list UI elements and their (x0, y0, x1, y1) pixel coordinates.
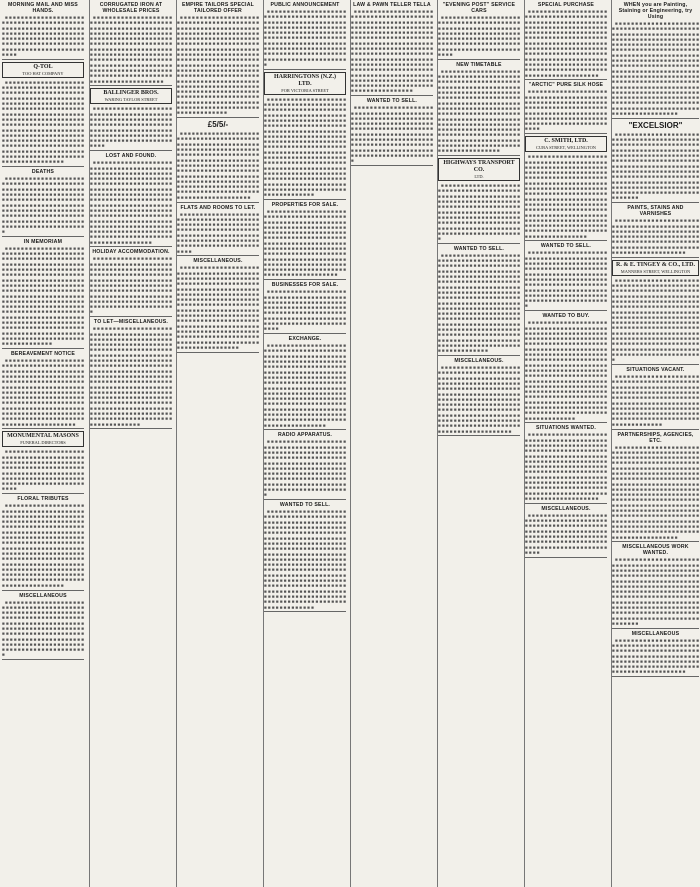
advertisement-subtitle: FUNERAL DIRECTORS (20, 440, 66, 446)
divider (2, 348, 84, 349)
section-heading: PARTNERSHIPS, AGENCIES, ETC. (617, 431, 694, 444)
display-advertisement (264, 72, 346, 95)
divider (177, 255, 259, 256)
classified-text-block: ■ ■ ■ ■ ■ ■ ■ ■ ■ ■ ■ ■ ■ ■ ■ ■ ■ ■ ■ ■ ■ ■ ■ ■ ■ ■ ■ ■ ■ ■ ■ ■ ■ ■ ■ ■ ■ ■ ■ ■ ■ ■ ■ ■ ■ ■ ■ ■ ■ ■ ■ ■ ■ ■ ■ ■ ■ ■ ■ ■ ■ ■ ■ ■ ■ ■ ■ ■ ■ ■ ■ ■ ■ ■ ■ ■ ■ ■ ■ ■ ■ ■ ■ ■ ■ ■ ■ ■ ■ ■ ■ ■ ■ ■ ■ ■ ■ ■ ■ ■ ■ ■ ■ ■ ■ ■ ■ ■ ■ ■ ■ ■ ■ ■ ■ ■ ■ ■ ■ ■ ■ ■ ■ ■ ■ ■ ■ ■ ■ ■ ■ ■ ■ ■ ■ ■ ■ ■ ■ ■ ■ ■ ■ ■ ■ ■ ■ ■ ■ ■ ■ ■ ■ ■ ■ ■ ■ ■ ■ ■ ■ ■ ■ ■ ■ ■ ■ ■ ■ ■ ■ ■ ■ ■ ■ ■ ■ ■ ■ ■ ■ ■ ■ ■ ■ ■ ■ ■ ■ ■ ■ ■ ■ ■ ■ ■ ■ ■ ■ ■ ■ ■ ■ ■ ■ ■ ■ ■ ■ ■ (264, 9, 346, 67)
section-heading: EXCHANGE. (288, 336, 322, 343)
classified-text-block: ■ ■ ■ ■ ■ ■ ■ ■ ■ ■ ■ ■ ■ ■ ■ ■ ■ ■ ■ ■ ■ ■ ■ ■ ■ ■ ■ ■ ■ ■ ■ ■ ■ ■ ■ ■ ■ ■ ■ ■ ■ ■ ■ ■ ■ ■ ■ ■ ■ ■ ■ ■ ■ ■ ■ ■ ■ ■ ■ ■ ■ ■ ■ ■ ■ ■ ■ ■ ■ ■ ■ ■ ■ ■ ■ ■ ■ ■ ■ ■ ■ ■ ■ ■ ■ ■ ■ ■ ■ ■ ■ ■ ■ ■ ■ ■ ■ ■ ■ ■ ■ ■ ■ ■ ■ ■ ■ ■ ■ ■ ■ ■ ■ ■ ■ ■ ■ ■ ■ ■ ■ ■ ■ ■ ■ ■ ■ ■ ■ ■ ■ ■ ■ ■ ■ ■ ■ ■ ■ ■ ■ ■ ■ ■ ■ ■ ■ ■ ■ ■ ■ ■ ■ ■ ■ ■ ■ ■ ■ ■ ■ ■ ■ ■ ■ ■ ■ ■ ■ ■ ■ ■ ■ ■ ■ ■ ■ ■ ■ ■ ■ ■ ■ ■ ■ ■ ■ ■ ■ ■ ■ ■ ■ ■ ■ ■ ■ ■ ■ ■ ■ ■ ■ ■ ■ ■ ■ ■ ■ ■ ■ ■ ■ ■ ■ ■ ■ ■ ■ ■ ■ ■ ■ ■ ■ ■ ■ ■ ■ ■ ■ ■ ■ ■ ■ ■ ■ ■ ■ ■ ■ ■ ■ ■ ■ ■ ■ ■ ■ ■ ■ ■ ■ ■ ■ ■ ■ ■ ■ ■ ■ ■ ■ ■ ■ ■ ■ ■ ■ ■ (525, 432, 607, 501)
classified-text-block: ■ ■ ■ ■ ■ ■ ■ ■ ■ ■ ■ ■ ■ ■ ■ ■ ■ ■ ■ ■ ■ ■ ■ ■ ■ ■ ■ ■ ■ ■ ■ ■ ■ ■ ■ ■ ■ ■ ■ ■ ■ ■ ■ ■ ■ ■ ■ ■ ■ ■ ■ ■ ■ ■ ■ ■ ■ ■ ■ ■ ■ ■ ■ ■ ■ ■ ■ ■ ■ ■ ■ ■ ■ ■ ■ ■ ■ ■ ■ ■ ■ ■ ■ ■ ■ ■ ■ ■ ■ ■ ■ ■ ■ ■ ■ ■ ■ ■ ■ ■ ■ ■ ■ ■ ■ ■ ■ ■ ■ ■ ■ ■ ■ ■ ■ ■ ■ ■ ■ ■ ■ ■ ■ ■ ■ ■ ■ ■ ■ ■ ■ ■ ■ ■ ■ ■ ■ ■ ■ ■ ■ ■ ■ ■ ■ ■ ■ ■ ■ ■ ■ ■ ■ ■ ■ ■ ■ ■ ■ ■ ■ ■ ■ ■ ■ ■ ■ ■ ■ ■ ■ ■ ■ ■ ■ ■ ■ ■ ■ ■ ■ ■ ■ ■ ■ ■ ■ ■ ■ ■ ■ ■ ■ ■ ■ ■ ■ ■ ■ ■ ■ ■ ■ ■ ■ ■ ■ ■ ■ ■ ■ ■ ■ ■ ■ ■ ■ ■ ■ ■ ■ ■ ■ ■ ■ ■ ■ ■ ■ ■ ■ ■ ■ ■ ■ ■ ■ ■ ■ ■ ■ ■ ■ ■ ■ ■ ■ ■ ■ ■ ■ ■ ■ ■ ■ ■ ■ ■ ■ ■ ■ ■ ■ ■ ■ ■ ■ ■ ■ ■ ■ ■ ■ ■ ■ ■ ■ ■ ■ ■ ■ ■ ■ ■ ■ ■ ■ ■ ■ ■ ■ ■ ■ ■ ■ ■ ■ ■ ■ ■ ■ ■ ■ ■ ■ ■ ■ ■ ■ ■ ■ ■ ■ ■ ■ ■ ■ ■ ■ ■ ■ ■ ■ ■ ■ ■ ■ ■ ■ ■ ■ ■ ■ ■ ■ ■ ■ ■ ■ ■ ■ ■ ■ ■ ■ ■ ■ ■ ■ ■ ■ ■ ■ ■ ■ ■ ■ ■ ■ ■ ■ ■ ■ ■ ■ ■ ■ ■ ■ ■ ■ ■ ■ ■ ■ ■ ■ ■ ■ ■ ■ ■ ■ ■ ■ ■ ■ ■ ■ ■ (612, 444, 699, 540)
advertisement-subtitle: WARING TAYLOR STREET (104, 97, 158, 103)
section-heading: LOST AND FOUND. (105, 153, 157, 160)
section-heading: MISCELLANEOUS. (193, 258, 243, 265)
classified-text-block: ■ ■ ■ ■ ■ ■ ■ ■ ■ ■ ■ ■ ■ ■ ■ ■ ■ ■ ■ ■ ■ ■ ■ ■ ■ ■ ■ ■ ■ ■ ■ ■ ■ ■ ■ ■ ■ ■ ■ ■ ■ ■ ■ ■ ■ ■ ■ ■ ■ ■ ■ ■ ■ ■ ■ ■ ■ ■ ■ ■ ■ ■ ■ ■ ■ ■ ■ ■ ■ ■ ■ ■ ■ ■ ■ ■ ■ ■ ■ ■ ■ ■ ■ ■ ■ ■ ■ ■ ■ ■ ■ ■ ■ ■ ■ ■ ■ ■ ■ ■ ■ ■ ■ ■ ■ ■ ■ ■ ■ ■ ■ ■ ■ ■ ■ ■ ■ ■ ■ ■ ■ ■ ■ ■ ■ ■ ■ ■ ■ ■ ■ ■ ■ ■ ■ ■ ■ ■ ■ ■ ■ ■ ■ ■ ■ ■ ■ ■ ■ ■ (525, 512, 607, 555)
divider (438, 59, 520, 60)
advertisement-title: HARRINGTONS (N.Z.) LTD. (273, 73, 337, 87)
display-advertisement (2, 431, 84, 447)
advertisement-subtitle: LTD. (474, 174, 484, 180)
section-heading: NEW TIMETABLE (456, 61, 502, 68)
divider (264, 611, 346, 612)
divider (612, 429, 699, 430)
advertisement-title: C. SMITH, LTD. (544, 138, 588, 145)
section-heading: "ARCTIC" PURE SILK HOSE (528, 82, 604, 89)
divider (525, 79, 607, 80)
advertisement-title: MONUMENTAL MASONS (7, 433, 79, 440)
divider (612, 257, 699, 258)
divider (438, 435, 520, 436)
classified-text-block: ■ ■ ■ ■ ■ ■ ■ ■ ■ ■ ■ ■ ■ ■ ■ ■ ■ ■ ■ ■ ■ ■ ■ ■ ■ ■ ■ ■ ■ ■ ■ ■ ■ ■ ■ ■ ■ ■ ■ ■ ■ ■ ■ ■ ■ ■ ■ ■ ■ ■ ■ ■ ■ ■ ■ ■ ■ ■ ■ ■ ■ ■ ■ ■ ■ ■ ■ ■ ■ ■ ■ ■ ■ ■ ■ ■ ■ ■ ■ ■ ■ ■ ■ ■ ■ ■ ■ ■ ■ ■ ■ ■ ■ ■ ■ ■ ■ ■ ■ ■ ■ ■ ■ ■ ■ ■ ■ ■ ■ ■ ■ ■ ■ ■ ■ ■ ■ ■ ■ ■ ■ ■ ■ ■ ■ ■ ■ ■ ■ ■ ■ ■ ■ ■ ■ ■ ■ ■ ■ ■ ■ ■ ■ ■ ■ ■ ■ ■ ■ ■ ■ ■ ■ ■ ■ ■ ■ ■ ■ ■ ■ ■ ■ ■ ■ ■ ■ ■ ■ ■ ■ ■ ■ ■ ■ ■ ■ ■ ■ ■ ■ ■ ■ ■ ■ ■ ■ ■ ■ ■ ■ ■ ■ ■ ■ ■ ■ ■ ■ ■ ■ ■ ■ ■ ■ ■ ■ ■ ■ ■ ■ ■ ■ ■ ■ ■ ■ ■ ■ ■ ■ ■ ■ ■ ■ ■ ■ ■ ■ ■ ■ ■ ■ ■ ■ ■ ■ ■ ■ ■ ■ ■ ■ ■ ■ ■ ■ ■ ■ ■ ■ ■ ■ ■ ■ ■ ■ ■ ■ ■ ■ ■ ■ ■ ■ ■ ■ ■ ■ ■ (177, 131, 259, 200)
advertisement-subtitle: MANNERS STREET, WELLINGTON (620, 268, 691, 274)
divider (90, 316, 172, 317)
section-heading: MISCELLANEOUS (631, 630, 680, 637)
section-heading: MORNING MAIL AND MISS HANDS. (8, 2, 78, 14)
section-heading: PAINTS, STAINS AND VARNISHES (627, 205, 684, 218)
advertisement-subtitle: TOO HAT COMPANY (22, 70, 64, 76)
classified-text-block: ■ ■ ■ ■ ■ ■ ■ ■ ■ ■ ■ ■ ■ ■ ■ ■ ■ ■ ■ ■ ■ ■ ■ ■ ■ ■ ■ ■ ■ ■ ■ ■ ■ ■ ■ ■ ■ ■ ■ ■ ■ ■ ■ ■ ■ ■ ■ ■ ■ ■ ■ ■ ■ ■ ■ ■ ■ ■ ■ ■ ■ ■ ■ ■ ■ ■ ■ ■ ■ ■ ■ ■ ■ ■ ■ ■ ■ ■ ■ ■ ■ ■ ■ ■ ■ ■ ■ ■ ■ ■ ■ ■ ■ ■ ■ ■ ■ ■ ■ ■ ■ ■ ■ ■ ■ ■ ■ ■ ■ ■ ■ ■ ■ ■ ■ ■ ■ ■ ■ ■ ■ ■ ■ ■ ■ ■ ■ ■ ■ ■ ■ ■ ■ ■ ■ ■ ■ ■ ■ ■ ■ ■ ■ ■ ■ ■ ■ ■ ■ ■ ■ ■ ■ ■ ■ ■ ■ ■ ■ ■ ■ ■ ■ ■ ■ ■ ■ ■ ■ ■ ■ ■ ■ ■ ■ ■ ■ ■ ■ ■ ■ ■ ■ ■ ■ ■ ■ ■ ■ ■ ■ ■ ■ ■ ■ ■ ■ ■ ■ ■ ■ ■ ■ ■ ■ ■ ■ ■ ■ ■ ■ ■ ■ ■ ■ ■ ■ ■ ■ ■ ■ ■ ■ ■ ■ ■ ■ ■ ■ ■ ■ ■ ■ ■ ■ ■ ■ ■ ■ ■ ■ ■ ■ ■ ■ ■ ■ ■ ■ ■ ■ ■ ■ ■ ■ ■ ■ ■ ■ ■ ■ ■ ■ ■ ■ ■ ■ ■ ■ ■ ■ ■ ■ ■ ■ ■ ■ ■ ■ ■ ■ ■ ■ ■ ■ ■ ■ ■ ■ ■ ■ ■ ■ ■ ■ ■ ■ ■ ■ ■ ■ ■ ■ ■ ■ ■ ■ ■ ■ ■ ■ ■ ■ ■ ■ ■ ■ ■ ■ ■ ■ ■ ■ ■ ■ ■ ■ ■ ■ ■ (2, 503, 84, 588)
divider (177, 202, 259, 203)
display-heading: £5/5/- (207, 120, 229, 130)
divider (612, 541, 699, 542)
classified-text-block: ■ ■ ■ ■ ■ ■ ■ ■ ■ ■ ■ ■ ■ ■ ■ ■ ■ ■ ■ ■ ■ ■ ■ ■ ■ ■ ■ ■ ■ ■ ■ ■ ■ ■ ■ ■ ■ ■ ■ ■ ■ ■ ■ ■ ■ ■ ■ ■ ■ ■ ■ ■ ■ ■ ■ ■ ■ ■ ■ ■ ■ ■ ■ ■ ■ ■ ■ ■ ■ ■ ■ ■ ■ ■ ■ ■ ■ ■ ■ ■ ■ ■ ■ ■ ■ ■ ■ ■ ■ ■ ■ ■ ■ ■ ■ ■ ■ ■ ■ ■ ■ ■ ■ ■ ■ ■ ■ ■ ■ ■ ■ ■ ■ ■ ■ ■ ■ ■ ■ ■ ■ ■ ■ ■ ■ ■ ■ ■ ■ ■ ■ ■ ■ ■ ■ ■ ■ ■ ■ ■ ■ ■ ■ ■ ■ ■ ■ ■ ■ ■ ■ ■ ■ ■ ■ ■ ■ ■ ■ ■ ■ ■ ■ ■ ■ ■ ■ ■ ■ ■ ■ ■ ■ ■ ■ ■ ■ ■ ■ ■ ■ ■ ■ ■ ■ ■ ■ ■ ■ ■ ■ ■ ■ ■ ■ ■ ■ ■ ■ ■ ■ ■ ■ ■ ■ ■ ■ ■ ■ ■ ■ ■ ■ ■ ■ ■ ■ ■ ■ ■ ■ ■ ■ ■ ■ ■ ■ ■ ■ ■ ■ ■ ■ ■ ■ ■ ■ ■ ■ ■ ■ ■ ■ ■ ■ ■ ■ ■ ■ ■ ■ ■ ■ ■ ■ ■ ■ ■ ■ ■ ■ ■ ■ ■ ■ ■ ■ ■ ■ ■ ■ ■ ■ ■ ■ ■ ■ ■ ■ ■ ■ ■ ■ ■ ■ ■ ■ ■ ■ ■ ■ ■ ■ ■ ■ ■ ■ ■ ■ ■ ■ ■ ■ ■ ■ ■ ■ ■ ■ ■ ■ ■ ■ ■ ■ ■ ■ ■ ■ ■ ■ ■ ■ ■ ■ ■ ■ ■ ■ ■ ■ ■ ■ ■ ■ ■ ■ ■ ■ ■ ■ ■ ■ ■ ■ ■ ■ ■ ■ ■ ■ ■ ■ ■ ■ ■ ■ ■ ■ ■ ■ ■ ■ ■ ■ ■ ■ ■ ■ ■ ■ ■ ■ ■ ■ ■ ■ ■ ■ ■ ■ ■ ■ ■ ■ ■ ■ ■ ■ ■ (438, 252, 520, 354)
divider (264, 69, 346, 70)
divider (525, 133, 607, 134)
column-8 (611, 0, 699, 887)
advertisement-title: Q-TOL (33, 63, 53, 70)
classified-text-block: ■ ■ ■ ■ ■ ■ ■ ■ ■ ■ ■ ■ ■ ■ ■ ■ ■ ■ ■ ■ ■ ■ ■ ■ ■ ■ ■ ■ ■ ■ ■ ■ ■ ■ ■ ■ ■ ■ ■ ■ ■ ■ ■ ■ ■ ■ ■ ■ ■ ■ ■ ■ ■ ■ ■ ■ ■ ■ ■ ■ ■ ■ ■ ■ ■ ■ ■ ■ ■ ■ ■ ■ ■ ■ ■ ■ ■ ■ ■ ■ ■ ■ ■ ■ ■ ■ ■ ■ ■ ■ ■ ■ ■ ■ ■ ■ ■ ■ ■ ■ ■ ■ ■ ■ ■ ■ ■ ■ ■ ■ ■ ■ ■ ■ ■ ■ ■ ■ ■ ■ ■ ■ ■ ■ ■ ■ ■ ■ ■ ■ ■ ■ ■ ■ ■ ■ ■ ■ ■ ■ ■ ■ ■ ■ ■ ■ ■ ■ ■ ■ ■ ■ ■ ■ ■ ■ ■ ■ ■ ■ ■ ■ ■ ■ ■ ■ ■ ■ ■ ■ ■ ■ ■ ■ ■ ■ ■ ■ ■ ■ ■ ■ ■ ■ ■ ■ ■ ■ ■ ■ ■ ■ ■ ■ ■ ■ ■ ■ ■ ■ ■ ■ ■ ■ ■ ■ ■ ■ ■ ■ ■ ■ ■ ■ ■ ■ ■ ■ ■ ■ ■ ■ ■ ■ ■ ■ ■ ■ ■ ■ ■ ■ ■ ■ ■ ■ ■ ■ ■ ■ ■ ■ ■ ■ ■ ■ ■ ■ ■ ■ ■ ■ ■ ■ ■ ■ ■ ■ ■ ■ ■ ■ ■ ■ ■ ■ ■ ■ ■ ■ ■ ■ ■ ■ ■ ■ ■ ■ ■ ■ ■ ■ ■ ■ ■ ■ ■ ■ ■ ■ ■ ■ ■ ■ ■ ■ ■ ■ ■ ■ ■ ■ ■ ■ ■ ■ ■ ■ ■ ■ ■ ■ ■ ■ ■ ■ ■ ■ ■ ■ ■ ■ ■ ■ ■ ■ ■ ■ ■ ■ ■ ■ ■ ■ ■ ■ ■ ■ ■ ■ ■ ■ ■ ■ ■ ■ ■ ■ ■ ■ ■ ■ ■ ■ ■ ■ ■ ■ ■ ■ ■ ■ ■ ■ ■ ■ ■ ■ ■ ■ ■ ■ ■ ■ ■ ■ ■ ■ ■ ■ ■ ■ ■ ■ ■ ■ ■ ■ ■ ■ (2, 245, 84, 347)
divider (438, 355, 520, 356)
classified-text-block: ■ ■ ■ ■ ■ ■ ■ ■ ■ ■ ■ ■ ■ ■ ■ ■ ■ ■ ■ ■ ■ ■ ■ ■ ■ ■ ■ ■ ■ ■ ■ ■ ■ ■ ■ ■ ■ ■ ■ ■ ■ ■ ■ ■ ■ ■ ■ ■ ■ ■ ■ ■ ■ ■ ■ ■ ■ ■ ■ ■ ■ ■ ■ ■ ■ ■ ■ ■ ■ ■ ■ ■ ■ ■ ■ ■ ■ ■ ■ ■ ■ ■ ■ ■ ■ ■ ■ ■ ■ ■ ■ ■ ■ ■ ■ ■ ■ ■ ■ ■ ■ ■ ■ ■ ■ ■ ■ ■ ■ ■ ■ ■ ■ ■ ■ ■ ■ ■ ■ ■ ■ ■ ■ ■ ■ ■ ■ ■ ■ ■ ■ ■ ■ ■ ■ ■ ■ ■ ■ ■ ■ ■ ■ ■ ■ ■ ■ ■ ■ ■ ■ ■ ■ ■ ■ ■ ■ ■ ■ ■ ■ ■ ■ ■ ■ ■ ■ ■ ■ ■ ■ ■ ■ ■ ■ ■ ■ ■ ■ ■ ■ ■ ■ ■ ■ ■ ■ ■ ■ ■ ■ ■ ■ ■ ■ ■ ■ ■ ■ ■ ■ ■ ■ ■ ■ ■ ■ ■ ■ ■ (612, 374, 699, 427)
divider (177, 352, 259, 353)
section-heading: WHEN you are Painting, Staining or Engineering, try Using (618, 2, 693, 20)
advertisement-title: HIGHWAYS TRANSPORT CO. (443, 160, 515, 174)
classified-text-block: ■ ■ ■ ■ ■ ■ ■ ■ ■ ■ ■ ■ ■ ■ ■ ■ ■ ■ ■ ■ ■ ■ ■ ■ ■ ■ ■ ■ ■ ■ ■ ■ ■ ■ ■ ■ ■ ■ ■ ■ ■ ■ ■ ■ ■ ■ ■ ■ ■ ■ ■ ■ ■ ■ ■ ■ ■ ■ ■ ■ ■ ■ ■ ■ ■ ■ ■ ■ ■ ■ ■ ■ ■ ■ ■ ■ ■ ■ ■ ■ ■ ■ ■ ■ ■ ■ ■ ■ ■ ■ ■ ■ ■ ■ ■ ■ ■ ■ ■ ■ ■ ■ ■ ■ ■ ■ ■ ■ ■ ■ ■ ■ ■ ■ ■ ■ ■ ■ ■ ■ ■ ■ ■ ■ ■ ■ ■ ■ ■ ■ ■ ■ ■ ■ ■ ■ ■ ■ ■ ■ ■ ■ ■ ■ ■ ■ ■ ■ ■ ■ ■ ■ ■ ■ ■ ■ ■ ■ ■ ■ ■ ■ ■ ■ ■ ■ ■ ■ ■ ■ ■ ■ ■ ■ ■ ■ ■ ■ ■ ■ ■ ■ ■ ■ ■ ■ ■ ■ ■ ■ ■ ■ ■ ■ ■ ■ ■ ■ ■ ■ ■ ■ ■ ■ ■ ■ ■ ■ ■ ■ ■ ■ ■ ■ ■ ■ ■ ■ ■ ■ ■ ■ ■ ■ ■ ■ ■ ■ ■ ■ ■ ■ ■ ■ ■ ■ ■ ■ ■ ■ ■ ■ ■ ■ ■ ■ ■ ■ ■ ■ ■ ■ ■ ■ ■ ■ ■ ■ ■ ■ ■ ■ ■ ■ ■ ■ ■ ■ ■ ■ ■ ■ ■ ■ ■ ■ ■ ■ ■ ■ ■ ■ ■ ■ ■ ■ ■ ■ ■ ■ ■ ■ ■ ■ ■ ■ ■ ■ ■ ■ ■ ■ ■ ■ ■ ■ ■ ■ ■ ■ ■ ■ ■ ■ ■ ■ ■ ■ ■ ■ ■ ■ ■ ■ ■ ■ ■ ■ ■ ■ (90, 160, 172, 245)
section-heading: PROPERTIES FOR SALE. (271, 201, 339, 208)
divider (525, 422, 607, 423)
section-heading: WANTED TO BUY. (542, 313, 590, 320)
classified-text-block: ■ ■ ■ ■ ■ ■ ■ ■ ■ ■ ■ ■ ■ ■ ■ ■ ■ ■ ■ ■ ■ ■ ■ ■ ■ ■ ■ ■ ■ ■ ■ ■ ■ ■ ■ ■ ■ ■ ■ ■ ■ ■ ■ ■ ■ ■ ■ ■ ■ ■ ■ ■ ■ ■ ■ ■ ■ ■ ■ ■ ■ ■ ■ ■ ■ ■ ■ ■ ■ ■ ■ ■ ■ ■ ■ ■ ■ ■ ■ ■ ■ ■ ■ ■ ■ ■ ■ ■ ■ ■ ■ ■ ■ ■ ■ ■ ■ ■ ■ ■ ■ ■ ■ ■ ■ ■ ■ ■ ■ ■ ■ ■ ■ ■ ■ ■ ■ ■ ■ ■ ■ ■ ■ ■ ■ ■ ■ ■ ■ ■ ■ ■ ■ ■ ■ ■ ■ ■ ■ ■ ■ ■ ■ ■ ■ ■ ■ ■ ■ ■ ■ ■ ■ ■ ■ ■ ■ ■ ■ ■ ■ ■ ■ ■ ■ ■ ■ ■ ■ ■ ■ ■ ■ ■ ■ ■ ■ ■ ■ ■ ■ ■ ■ ■ ■ ■ ■ ■ ■ ■ ■ ■ ■ ■ ■ ■ ■ ■ ■ ■ ■ ■ ■ ■ ■ ■ ■ ■ ■ ■ ■ ■ ■ ■ ■ ■ ■ ■ ■ ■ ■ ■ ■ ■ ■ ■ ■ ■ ■ ■ ■ ■ ■ ■ ■ ■ ■ ■ ■ ■ ■ ■ ■ ■ ■ ■ ■ ■ ■ ■ ■ ■ ■ ■ ■ ■ ■ ■ ■ ■ ■ ■ ■ ■ ■ ■ ■ ■ ■ ■ ■ ■ ■ ■ ■ ■ ■ ■ ■ ■ ■ ■ ■ ■ ■ ■ ■ ■ ■ ■ ■ ■ ■ ■ ■ ■ ■ ■ ■ ■ ■ ■ ■ ■ ■ ■ ■ ■ ■ ■ ■ ■ ■ ■ ■ ■ ■ ■ ■ ■ ■ ■ ■ ■ ■ ■ ■ ■ ■ ■ ■ ■ ■ ■ ■ ■ ■ ■ ■ ■ ■ ■ ■ ■ ■ ■ ■ ■ ■ ■ ■ ■ ■ ■ ■ ■ ■ ■ ■ ■ ■ ■ ■ ■ ■ ■ ■ ■ ■ ■ ■ ■ ■ ■ ■ ■ ■ ■ ■ ■ ■ ■ ■ ■ ■ ■ ■ ■ ■ ■ (264, 96, 346, 198)
display-advertisement (525, 136, 607, 152)
advertisement-title: BALLINGER BROS. (103, 90, 159, 97)
classified-text-block: ■ ■ ■ ■ ■ ■ ■ ■ ■ ■ ■ ■ ■ ■ ■ ■ ■ ■ ■ ■ ■ ■ ■ ■ ■ ■ ■ ■ ■ ■ ■ ■ ■ ■ ■ ■ ■ ■ ■ ■ ■ ■ ■ ■ ■ ■ ■ ■ ■ ■ ■ ■ ■ ■ ■ ■ ■ ■ ■ ■ ■ ■ ■ ■ ■ ■ ■ ■ ■ ■ ■ ■ ■ ■ ■ ■ ■ ■ ■ ■ ■ ■ ■ ■ ■ ■ ■ ■ ■ ■ ■ ■ ■ ■ ■ ■ ■ ■ ■ ■ ■ ■ ■ ■ ■ ■ ■ ■ ■ ■ ■ ■ ■ ■ ■ ■ ■ ■ ■ ■ ■ ■ ■ ■ ■ ■ ■ ■ ■ ■ ■ ■ ■ ■ ■ ■ ■ ■ ■ ■ ■ ■ ■ ■ ■ ■ ■ ■ ■ ■ (177, 211, 259, 254)
section-heading: MISCELLANEOUS. (454, 358, 504, 365)
divider (264, 333, 346, 334)
classified-text-block: ■ ■ ■ ■ ■ ■ ■ ■ ■ ■ ■ ■ ■ ■ ■ ■ ■ ■ ■ ■ ■ ■ ■ ■ ■ ■ ■ ■ ■ ■ ■ ■ ■ ■ ■ ■ ■ ■ ■ ■ ■ ■ ■ ■ ■ ■ ■ ■ ■ ■ ■ ■ ■ ■ ■ ■ ■ ■ ■ ■ ■ ■ ■ ■ ■ ■ ■ ■ ■ ■ ■ ■ ■ ■ ■ ■ ■ ■ ■ ■ ■ ■ ■ ■ ■ ■ ■ ■ ■ ■ ■ ■ ■ ■ ■ ■ ■ ■ ■ ■ ■ ■ ■ ■ ■ ■ ■ ■ ■ ■ ■ ■ ■ ■ ■ ■ ■ ■ ■ ■ ■ ■ ■ ■ ■ ■ ■ ■ ■ ■ ■ ■ ■ ■ ■ ■ ■ ■ ■ ■ ■ ■ ■ ■ ■ ■ ■ ■ ■ ■ (2, 449, 84, 492)
divider (438, 155, 520, 156)
display-heading: "EXCELSIOR" (628, 120, 683, 130)
classified-text-block: ■ ■ ■ ■ ■ ■ ■ ■ ■ ■ ■ ■ ■ ■ ■ ■ ■ ■ ■ ■ ■ ■ ■ ■ ■ ■ ■ ■ ■ ■ ■ ■ ■ ■ ■ ■ ■ ■ ■ ■ ■ ■ ■ ■ ■ ■ ■ ■ ■ ■ ■ ■ ■ ■ ■ ■ ■ ■ ■ ■ ■ ■ ■ ■ ■ ■ ■ ■ ■ ■ ■ ■ ■ ■ ■ ■ ■ ■ ■ ■ ■ ■ ■ ■ ■ ■ ■ ■ ■ ■ ■ ■ ■ ■ ■ ■ ■ ■ ■ ■ ■ ■ ■ ■ ■ ■ ■ ■ ■ ■ ■ ■ ■ ■ ■ ■ ■ ■ ■ ■ ■ ■ ■ ■ ■ ■ ■ ■ ■ ■ ■ ■ ■ ■ ■ ■ ■ ■ ■ ■ ■ ■ ■ ■ ■ ■ ■ ■ ■ ■ ■ ■ ■ ■ ■ ■ ■ ■ ■ ■ ■ ■ ■ ■ ■ ■ ■ ■ ■ ■ ■ ■ ■ ■ ■ ■ ■ ■ ■ ■ ■ ■ ■ ■ ■ ■ ■ ■ ■ ■ ■ ■ ■ ■ ■ ■ ■ ■ ■ ■ ■ ■ ■ ■ ■ ■ ■ ■ ■ ■ ■ ■ ■ ■ ■ ■ ■ ■ ■ ■ ■ ■ ■ ■ ■ ■ ■ ■ ■ ■ ■ ■ ■ ■ ■ ■ ■ ■ ■ ■ ■ ■ ■ ■ ■ ■ ■ ■ ■ ■ ■ ■ ■ ■ ■ ■ ■ ■ ■ ■ ■ ■ ■ ■ ■ ■ ■ ■ ■ ■ ■ ■ ■ ■ ■ ■ ■ ■ ■ ■ ■ ■ ■ ■ ■ ■ ■ ■ ■ ■ ■ ■ ■ ■ ■ ■ ■ ■ ■ ■ ■ ■ ■ ■ ■ ■ ■ ■ ■ ■ ■ ■ ■ ■ ■ ■ ■ ■ ■ ■ ■ ■ ■ ■ ■ ■ ■ ■ ■ ■ (438, 68, 520, 154)
divider (177, 117, 259, 118)
column-1 (2, 0, 84, 887)
classified-text-block: ■ ■ ■ ■ ■ ■ ■ ■ ■ ■ ■ ■ ■ ■ ■ ■ ■ ■ ■ ■ ■ ■ ■ ■ ■ ■ ■ ■ ■ ■ ■ ■ ■ ■ ■ ■ ■ ■ ■ ■ ■ ■ ■ ■ ■ ■ ■ ■ ■ ■ ■ ■ ■ ■ ■ ■ ■ ■ ■ ■ ■ ■ ■ ■ ■ ■ ■ ■ ■ ■ ■ ■ ■ ■ ■ ■ ■ ■ ■ ■ ■ ■ ■ ■ ■ ■ ■ ■ ■ ■ ■ ■ ■ ■ ■ ■ ■ ■ ■ ■ ■ ■ ■ ■ ■ ■ ■ ■ ■ ■ ■ ■ ■ ■ ■ ■ ■ ■ ■ ■ ■ ■ ■ ■ ■ ■ ■ ■ ■ ■ ■ ■ ■ ■ ■ ■ ■ ■ ■ ■ ■ ■ ■ ■ ■ ■ ■ ■ ■ ■ ■ ■ ■ ■ ■ ■ ■ ■ ■ ■ ■ ■ ■ ■ ■ ■ ■ ■ ■ ■ ■ ■ ■ ■ ■ ■ ■ ■ ■ ■ ■ ■ ■ ■ ■ ■ ■ ■ ■ ■ ■ ■ ■ ■ ■ ■ ■ ■ ■ ■ ■ ■ ■ ■ ■ ■ ■ ■ ■ ■ (525, 250, 607, 309)
section-heading: "EVENING POST" SERVICE CARS (442, 2, 516, 14)
section-heading: BEREAVEMENT NOTICE (10, 351, 76, 358)
section-heading: DEATHS (31, 169, 55, 176)
section-heading: IN MEMORIAM (23, 238, 63, 245)
column-3 (176, 0, 259, 887)
section-heading: TO LET—MISCELLANEOUS. (93, 319, 169, 326)
section-heading: WANTED TO SELL. (366, 98, 418, 105)
section-heading: MISCELLANEOUS WORK WANTED. (622, 544, 689, 557)
column-2 (89, 0, 172, 887)
divider (2, 59, 84, 60)
classified-text-block: ■ ■ ■ ■ ■ ■ ■ ■ ■ ■ ■ ■ ■ ■ ■ ■ ■ ■ ■ ■ ■ ■ ■ ■ ■ ■ ■ ■ ■ ■ ■ ■ ■ ■ ■ ■ ■ ■ ■ ■ ■ ■ ■ ■ ■ ■ ■ ■ ■ ■ ■ ■ ■ ■ ■ ■ ■ ■ ■ ■ ■ ■ ■ ■ ■ ■ ■ ■ ■ ■ ■ ■ ■ ■ ■ ■ ■ ■ ■ ■ ■ ■ ■ ■ ■ ■ ■ ■ ■ ■ ■ ■ ■ ■ ■ ■ ■ ■ ■ ■ ■ ■ ■ ■ ■ ■ ■ ■ ■ ■ ■ ■ ■ ■ ■ ■ ■ ■ ■ ■ ■ ■ ■ ■ ■ ■ ■ ■ ■ ■ ■ ■ ■ ■ ■ ■ ■ ■ ■ ■ ■ ■ ■ ■ ■ ■ ■ ■ ■ ■ ■ ■ ■ ■ ■ ■ ■ ■ ■ ■ ■ ■ ■ ■ ■ ■ ■ ■ ■ ■ ■ ■ ■ ■ ■ ■ ■ ■ ■ ■ ■ ■ ■ ■ ■ ■ ■ ■ ■ ■ ■ ■ ■ ■ ■ ■ ■ ■ ■ ■ ■ ■ ■ ■ ■ ■ ■ ■ ■ ■ ■ ■ ■ ■ ■ ■ ■ ■ ■ ■ ■ ■ ■ ■ ■ ■ ■ ■ ■ ■ ■ ■ ■ ■ ■ ■ ■ ■ ■ ■ ■ ■ ■ ■ ■ ■ ■ ■ ■ ■ ■ ■ ■ ■ ■ ■ ■ ■ ■ ■ ■ ■ ■ ■ ■ ■ ■ ■ ■ ■ ■ ■ ■ ■ ■ ■ ■ ■ ■ ■ ■ ■ ■ ■ ■ ■ ■ ■ ■ ■ ■ ■ ■ ■ ■ ■ ■ ■ ■ ■ ■ ■ ■ ■ ■ ■ ■ ■ ■ ■ ■ ■ ■ ■ ■ ■ ■ ■ ■ ■ ■ ■ ■ ■ ■ ■ ■ ■ ■ ■ (264, 343, 346, 428)
divider (90, 150, 172, 151)
divider (90, 428, 172, 429)
classified-text-block: ■ ■ ■ ■ ■ ■ ■ ■ ■ ■ ■ ■ ■ ■ ■ ■ ■ ■ ■ ■ ■ ■ ■ ■ ■ ■ ■ ■ ■ ■ ■ ■ ■ ■ ■ ■ ■ ■ ■ ■ ■ ■ ■ ■ ■ ■ ■ ■ ■ ■ ■ ■ ■ ■ ■ ■ ■ ■ ■ ■ ■ ■ ■ ■ ■ ■ ■ ■ ■ ■ ■ ■ ■ ■ ■ ■ ■ ■ ■ ■ ■ ■ ■ ■ ■ ■ ■ ■ ■ ■ ■ ■ ■ ■ ■ ■ ■ ■ ■ ■ ■ ■ ■ ■ ■ ■ ■ ■ ■ ■ ■ ■ ■ ■ ■ ■ ■ ■ ■ ■ ■ ■ ■ ■ ■ ■ ■ ■ ■ ■ ■ ■ ■ ■ ■ ■ ■ ■ ■ ■ ■ ■ ■ ■ ■ ■ ■ ■ ■ ■ ■ ■ ■ ■ ■ ■ ■ ■ ■ ■ ■ ■ ■ ■ ■ ■ ■ ■ ■ ■ ■ ■ ■ ■ ■ ■ ■ ■ ■ ■ ■ ■ ■ ■ ■ ■ ■ ■ ■ ■ ■ ■ ■ ■ ■ ■ ■ ■ ■ ■ ■ ■ ■ ■ ■ ■ ■ ■ ■ ■ ■ ■ ■ ■ ■ ■ ■ ■ ■ ■ ■ ■ ■ ■ ■ ■ ■ ■ ■ ■ ■ ■ ■ ■ ■ ■ ■ ■ ■ ■ ■ ■ ■ ■ ■ ■ ■ ■ ■ ■ ■ ■ ■ ■ ■ ■ ■ ■ ■ ■ ■ ■ ■ ■ ■ ■ ■ ■ ■ ■ ■ ■ ■ ■ ■ ■ ■ ■ ■ ■ ■ ■ ■ ■ ■ ■ ■ ■ ■ ■ ■ ■ ■ ■ ■ ■ ■ ■ ■ ■ ■ ■ ■ ■ ■ ■ ■ ■ ■ ■ ■ ■ ■ ■ ■ ■ ■ ■ ■ ■ ■ ■ ■ ■ ■ ■ ■ ■ ■ ■ (612, 277, 699, 363)
divider (264, 499, 346, 500)
classified-text-block: ■ ■ ■ ■ ■ ■ ■ ■ ■ ■ ■ ■ ■ ■ ■ ■ ■ ■ ■ ■ ■ ■ ■ ■ ■ ■ ■ ■ ■ ■ ■ ■ ■ ■ ■ ■ ■ ■ ■ ■ ■ ■ ■ ■ ■ ■ ■ ■ ■ ■ ■ ■ ■ ■ ■ ■ ■ ■ ■ ■ ■ ■ ■ ■ ■ ■ ■ ■ ■ ■ ■ ■ ■ ■ ■ ■ ■ ■ ■ ■ ■ ■ ■ ■ ■ ■ ■ ■ ■ ■ ■ ■ ■ ■ ■ ■ ■ ■ ■ ■ ■ ■ ■ ■ ■ ■ ■ ■ ■ ■ ■ ■ ■ ■ ■ ■ ■ ■ ■ ■ ■ ■ ■ ■ ■ ■ ■ ■ ■ ■ ■ ■ ■ ■ ■ ■ ■ ■ ■ ■ ■ ■ ■ ■ ■ ■ ■ ■ ■ ■ ■ ■ ■ ■ ■ ■ ■ ■ ■ ■ ■ ■ ■ ■ ■ ■ ■ ■ ■ ■ ■ ■ ■ ■ ■ ■ ■ ■ ■ ■ ■ ■ ■ ■ ■ ■ ■ ■ ■ ■ ■ ■ ■ ■ ■ ■ ■ ■ ■ ■ ■ ■ ■ ■ ■ ■ ■ ■ ■ ■ ■ ■ ■ ■ ■ ■ ■ ■ ■ ■ ■ ■ ■ ■ ■ ■ ■ ■ ■ ■ ■ ■ ■ ■ ■ ■ ■ ■ ■ ■ ■ ■ ■ ■ ■ ■ ■ ■ ■ ■ ■ ■ ■ ■ ■ ■ ■ ■ ■ ■ ■ ■ ■ ■ ■ ■ ■ ■ ■ ■ ■ ■ ■ ■ ■ ■ ■ ■ ■ ■ ■ ■ ■ ■ ■ ■ ■ ■ ■ ■ ■ ■ ■ ■ ■ ■ ■ ■ ■ ■ ■ ■ ■ ■ ■ ■ ■ ■ ■ ■ ■ ■ ■ ■ ■ ■ ■ ■ ■ ■ ■ ■ ■ ■ ■ ■ ■ ■ ■ ■ ■ ■ ■ ■ ■ ■ ■ ■ ■ ■ ■ ■ ■ ■ ■ ■ ■ ■ ■ ■ ■ ■ ■ ■ ■ ■ ■ ■ ■ ■ ■ ■ ■ ■ ■ ■ ■ ■ ■ ■ ■ ■ ■ ■ ■ ■ ■ ■ ■ ■ ■ ■ ■ ■ ■ ■ ■ ■ ■ ■ (525, 320, 607, 421)
classified-text-block: ■ ■ ■ ■ ■ ■ ■ ■ ■ ■ ■ ■ ■ ■ ■ ■ ■ ■ ■ ■ ■ ■ ■ ■ ■ ■ ■ ■ ■ ■ ■ ■ ■ ■ ■ ■ ■ ■ ■ ■ ■ ■ ■ ■ ■ ■ ■ ■ ■ ■ ■ ■ ■ ■ ■ ■ ■ ■ ■ ■ ■ ■ ■ ■ ■ ■ ■ ■ ■ ■ ■ ■ ■ ■ ■ ■ ■ ■ ■ ■ ■ ■ ■ ■ ■ ■ ■ ■ ■ ■ ■ ■ ■ ■ ■ ■ ■ ■ ■ ■ ■ ■ ■ ■ ■ ■ ■ ■ ■ ■ ■ ■ ■ ■ ■ ■ ■ ■ ■ ■ ■ ■ ■ ■ ■ ■ ■ ■ ■ ■ ■ ■ ■ ■ ■ ■ ■ ■ ■ ■ ■ ■ ■ ■ ■ ■ ■ ■ ■ ■ (2, 15, 84, 58)
divider (351, 165, 433, 166)
divider (2, 659, 84, 660)
classified-text-block: ■ ■ ■ ■ ■ ■ ■ ■ ■ ■ ■ ■ ■ ■ ■ ■ ■ ■ ■ ■ ■ ■ ■ ■ ■ ■ ■ ■ ■ ■ ■ ■ ■ ■ ■ ■ ■ ■ ■ ■ ■ ■ ■ ■ ■ ■ ■ ■ ■ ■ ■ ■ ■ ■ ■ ■ ■ ■ ■ ■ ■ ■ ■ ■ ■ ■ ■ ■ ■ ■ ■ ■ ■ ■ ■ ■ ■ ■ ■ ■ ■ ■ ■ ■ ■ ■ ■ ■ ■ ■ ■ ■ ■ ■ ■ ■ ■ ■ ■ ■ ■ ■ ■ ■ ■ ■ ■ ■ ■ ■ ■ ■ ■ ■ ■ ■ ■ ■ ■ ■ ■ ■ ■ ■ ■ ■ ■ ■ ■ ■ ■ ■ ■ ■ ■ ■ ■ ■ ■ ■ ■ ■ ■ ■ ■ ■ ■ ■ ■ ■ ■ ■ ■ ■ ■ ■ ■ ■ ■ ■ ■ ■ ■ ■ ■ ■ ■ ■ ■ ■ ■ ■ ■ ■ ■ ■ ■ ■ ■ ■ ■ ■ ■ ■ ■ ■ ■ ■ ■ ■ ■ ■ ■ ■ ■ ■ ■ ■ ■ ■ ■ ■ ■ ■ ■ ■ ■ ■ ■ ■ (351, 105, 433, 164)
section-heading: SITUATIONS VACANT. (626, 367, 685, 374)
classified-text-block: ■ ■ ■ ■ ■ ■ ■ ■ ■ ■ ■ ■ ■ ■ ■ ■ ■ ■ ■ ■ ■ ■ ■ ■ ■ ■ ■ ■ ■ ■ ■ ■ ■ ■ ■ ■ ■ ■ ■ ■ ■ ■ ■ ■ ■ ■ ■ ■ ■ ■ ■ ■ ■ ■ ■ ■ ■ ■ ■ ■ ■ ■ ■ ■ ■ ■ ■ ■ ■ ■ ■ ■ ■ ■ ■ ■ ■ ■ ■ ■ ■ ■ ■ ■ ■ ■ ■ ■ ■ ■ ■ ■ ■ ■ ■ ■ ■ ■ ■ ■ ■ ■ ■ ■ ■ ■ ■ ■ ■ ■ ■ ■ ■ ■ ■ ■ ■ ■ ■ ■ ■ ■ ■ ■ ■ ■ ■ ■ ■ ■ ■ ■ ■ ■ ■ ■ ■ ■ ■ ■ ■ ■ ■ ■ ■ ■ ■ ■ ■ ■ (612, 637, 699, 675)
divider (525, 503, 607, 504)
section-heading: MISCELLANEOUS. (541, 505, 591, 512)
section-heading: RADIO APPARATUS. (277, 432, 333, 439)
section-heading: HOLIDAY ACCOMMODATION. (92, 249, 170, 256)
display-advertisement (90, 88, 172, 104)
section-heading: PUBLIC ANNOUNCEMENT (270, 2, 340, 8)
section-heading: WANTED TO SELL. (279, 502, 331, 509)
classified-text-block: ■ ■ ■ ■ ■ ■ ■ ■ ■ ■ ■ ■ ■ ■ ■ ■ ■ ■ ■ ■ ■ ■ ■ ■ ■ ■ ■ ■ ■ ■ ■ ■ ■ ■ ■ ■ ■ ■ ■ ■ ■ ■ ■ ■ ■ ■ ■ ■ ■ ■ ■ ■ ■ ■ ■ ■ ■ ■ ■ ■ ■ ■ ■ ■ ■ ■ ■ ■ ■ ■ ■ ■ ■ ■ ■ ■ ■ ■ ■ ■ ■ ■ ■ ■ ■ ■ ■ ■ ■ ■ ■ ■ ■ ■ ■ ■ ■ ■ ■ ■ ■ ■ ■ ■ ■ ■ ■ ■ ■ ■ ■ ■ ■ ■ ■ ■ ■ ■ ■ ■ ■ ■ ■ ■ ■ ■ ■ ■ ■ ■ ■ ■ ■ ■ ■ ■ ■ ■ ■ ■ ■ ■ ■ ■ ■ ■ ■ ■ ■ ■ ■ ■ ■ ■ ■ ■ ■ ■ ■ ■ ■ ■ ■ ■ ■ ■ ■ ■ ■ ■ ■ ■ ■ ■ ■ ■ ■ ■ ■ ■ ■ ■ ■ ■ ■ ■ ■ ■ ■ ■ ■ ■ ■ ■ ■ ■ ■ ■ ■ ■ ■ ■ ■ ■ ■ ■ ■ ■ ■ ■ (438, 183, 520, 242)
display-advertisement (2, 62, 84, 78)
divider (612, 676, 699, 677)
column-5 (350, 0, 433, 887)
divider (90, 246, 172, 247)
classified-text-block: ■ ■ ■ ■ ■ ■ ■ ■ ■ ■ ■ ■ ■ ■ ■ ■ ■ ■ ■ ■ ■ ■ ■ ■ ■ ■ ■ ■ ■ ■ ■ ■ ■ ■ ■ ■ ■ ■ ■ ■ ■ ■ ■ ■ ■ ■ ■ ■ ■ ■ ■ ■ ■ ■ ■ ■ ■ ■ ■ ■ ■ ■ ■ ■ ■ ■ ■ ■ ■ ■ ■ ■ ■ ■ ■ ■ ■ ■ ■ ■ ■ ■ ■ ■ ■ ■ ■ ■ ■ ■ ■ ■ ■ ■ ■ ■ ■ ■ ■ ■ ■ ■ ■ ■ ■ ■ ■ ■ ■ ■ ■ ■ ■ ■ ■ ■ ■ ■ ■ ■ ■ ■ ■ ■ ■ ■ ■ ■ ■ ■ ■ ■ ■ ■ ■ ■ ■ ■ ■ ■ ■ ■ ■ ■ ■ ■ ■ ■ ■ ■ ■ ■ ■ ■ ■ ■ ■ ■ ■ ■ ■ ■ ■ ■ ■ ■ ■ ■ ■ ■ ■ ■ ■ ■ ■ ■ ■ ■ ■ ■ ■ ■ ■ ■ ■ ■ ■ ■ ■ ■ ■ ■ ■ ■ ■ ■ ■ ■ ■ ■ ■ ■ ■ ■ ■ ■ ■ ■ ■ ■ ■ ■ ■ ■ ■ ■ ■ ■ ■ ■ ■ ■ ■ ■ ■ ■ ■ ■ ■ ■ ■ ■ ■ ■ ■ ■ ■ ■ ■ ■ ■ ■ ■ ■ ■ ■ ■ ■ ■ ■ ■ ■ ■ ■ ■ ■ ■ ■ ■ ■ ■ ■ ■ ■ ■ ■ ■ ■ ■ ■ (90, 15, 172, 84)
section-heading: LAW & PAWN TELLER TELLA (353, 2, 431, 8)
classified-text-block: ■ ■ ■ ■ ■ ■ ■ ■ ■ ■ ■ ■ ■ ■ ■ ■ ■ ■ ■ ■ ■ ■ ■ ■ ■ ■ ■ ■ ■ ■ ■ ■ ■ ■ ■ ■ ■ ■ ■ ■ ■ ■ ■ ■ ■ ■ ■ ■ ■ ■ ■ ■ ■ ■ ■ ■ ■ ■ ■ ■ ■ ■ ■ ■ ■ ■ ■ ■ ■ ■ ■ ■ ■ ■ ■ ■ ■ ■ ■ ■ ■ ■ ■ ■ ■ ■ ■ ■ ■ ■ ■ ■ ■ ■ ■ ■ ■ ■ ■ ■ ■ ■ ■ ■ ■ ■ ■ ■ ■ ■ ■ ■ ■ ■ ■ ■ ■ ■ ■ ■ ■ ■ ■ ■ ■ ■ ■ ■ ■ ■ ■ ■ ■ ■ ■ ■ ■ ■ ■ ■ ■ ■ ■ ■ ■ ■ ■ ■ ■ ■ ■ ■ ■ ■ ■ ■ ■ ■ ■ ■ ■ ■ ■ ■ ■ ■ ■ ■ ■ ■ ■ ■ ■ ■ ■ ■ ■ ■ ■ ■ ■ ■ ■ ■ ■ ■ ■ ■ ■ ■ ■ ■ ■ ■ ■ ■ ■ ■ ■ ■ ■ ■ ■ ■ ■ ■ ■ ■ ■ ■ ■ ■ ■ ■ ■ ■ ■ ■ ■ ■ ■ ■ ■ ■ ■ ■ ■ ■ ■ ■ ■ ■ ■ ■ ■ ■ ■ ■ ■ ■ ■ ■ ■ ■ ■ ■ ■ ■ ■ ■ ■ ■ ■ ■ ■ ■ ■ ■ ■ ■ ■ ■ ■ ■ ■ ■ ■ ■ ■ ■ (525, 9, 607, 78)
section-heading: FLORAL TRIBUTES (17, 496, 69, 503)
divider (612, 364, 699, 365)
classified-text-block: ■ ■ ■ ■ ■ ■ ■ ■ ■ ■ ■ ■ ■ ■ ■ ■ ■ ■ ■ ■ ■ ■ ■ ■ ■ ■ ■ ■ ■ ■ ■ ■ ■ ■ ■ ■ ■ ■ ■ ■ ■ ■ ■ ■ ■ ■ ■ ■ ■ ■ ■ ■ ■ ■ ■ ■ ■ ■ ■ ■ ■ ■ ■ ■ ■ ■ ■ ■ ■ ■ ■ ■ ■ ■ ■ ■ ■ ■ ■ ■ ■ ■ ■ ■ ■ ■ ■ ■ ■ ■ ■ ■ ■ ■ ■ ■ ■ ■ ■ ■ ■ ■ ■ ■ ■ ■ ■ ■ ■ ■ ■ ■ ■ ■ ■ ■ ■ ■ ■ ■ ■ ■ ■ ■ ■ ■ ■ ■ ■ ■ ■ ■ ■ ■ ■ ■ ■ ■ ■ ■ ■ ■ ■ ■ ■ ■ ■ ■ ■ ■ ■ ■ ■ ■ ■ ■ ■ ■ ■ ■ ■ ■ ■ ■ ■ ■ ■ ■ ■ ■ ■ ■ ■ ■ ■ ■ ■ ■ ■ ■ ■ ■ ■ ■ ■ ■ ■ ■ ■ ■ ■ ■ ■ ■ ■ ■ ■ ■ ■ ■ ■ ■ ■ ■ ■ ■ ■ ■ ■ ■ ■ ■ ■ ■ ■ ■ ■ ■ ■ ■ ■ ■ ■ ■ ■ ■ ■ ■ ■ ■ ■ ■ ■ ■ ■ ■ ■ ■ ■ ■ ■ ■ ■ ■ ■ ■ ■ ■ ■ ■ ■ ■ ■ ■ ■ ■ ■ ■ ■ ■ ■ ■ ■ ■ ■ ■ ■ ■ ■ ■ ■ ■ ■ ■ ■ ■ ■ ■ ■ ■ ■ ■ ■ ■ ■ ■ ■ ■ ■ ■ ■ ■ ■ ■ ■ ■ ■ ■ ■ ■ ■ ■ ■ ■ ■ ■ ■ ■ ■ ■ ■ ■ ■ ■ ■ ■ ■ ■ ■ ■ ■ ■ ■ ■ ■ ■ ■ ■ ■ ■ ■ ■ ■ ■ ■ ■ ■ ■ ■ ■ ■ ■ ■ ■ ■ ■ ■ ■ ■ ■ ■ ■ ■ ■ ■ ■ ■ ■ ■ ■ ■ ■ ■ ■ ■ ■ ■ ■ ■ ■ ■ ■ ■ ■ ■ ■ ■ ■ ■ ■ ■ ■ ■ ■ ■ ■ ■ ■ ■ ■ (90, 326, 172, 427)
display-advertisement (612, 260, 699, 276)
classified-text-block: ■ ■ ■ ■ ■ ■ ■ ■ ■ ■ ■ ■ ■ ■ ■ ■ ■ ■ ■ ■ ■ ■ ■ ■ ■ ■ ■ ■ ■ ■ ■ ■ ■ ■ ■ ■ ■ ■ ■ ■ ■ ■ ■ ■ ■ ■ ■ ■ ■ ■ ■ ■ ■ ■ ■ ■ ■ ■ ■ ■ ■ ■ ■ ■ ■ ■ ■ ■ ■ ■ ■ ■ ■ ■ ■ ■ ■ ■ ■ ■ ■ ■ ■ ■ ■ ■ ■ ■ ■ ■ ■ ■ ■ ■ ■ ■ ■ ■ ■ ■ ■ ■ ■ ■ ■ ■ ■ ■ ■ ■ ■ ■ ■ ■ ■ ■ ■ ■ ■ ■ ■ ■ ■ ■ ■ ■ ■ ■ ■ ■ ■ ■ ■ ■ ■ ■ ■ ■ ■ ■ ■ ■ ■ ■ ■ ■ ■ ■ ■ ■ (525, 89, 607, 132)
section-heading: SITUATIONS WANTED. (536, 425, 596, 432)
column-6 (437, 0, 520, 887)
classified-text-block: ■ ■ ■ ■ ■ ■ ■ ■ ■ ■ ■ ■ ■ ■ ■ ■ ■ ■ ■ ■ ■ ■ ■ ■ ■ ■ ■ ■ ■ ■ ■ ■ ■ ■ ■ ■ ■ ■ ■ ■ ■ ■ ■ ■ ■ ■ ■ ■ ■ ■ ■ ■ ■ ■ ■ ■ ■ ■ ■ ■ ■ ■ ■ ■ ■ ■ ■ ■ ■ ■ ■ ■ ■ ■ ■ ■ ■ ■ ■ ■ ■ ■ ■ ■ ■ ■ ■ ■ ■ ■ ■ ■ ■ ■ ■ ■ ■ ■ ■ ■ ■ ■ ■ ■ ■ ■ ■ ■ ■ ■ ■ ■ ■ ■ ■ ■ ■ ■ ■ ■ ■ ■ ■ ■ ■ ■ ■ ■ ■ ■ ■ ■ ■ ■ ■ ■ ■ ■ ■ ■ ■ ■ ■ ■ ■ ■ ■ ■ ■ ■ ■ ■ ■ ■ ■ ■ ■ ■ ■ ■ ■ ■ ■ ■ ■ ■ ■ ■ ■ ■ ■ ■ ■ ■ ■ ■ ■ ■ ■ ■ ■ ■ ■ ■ ■ ■ ■ ■ ■ ■ ■ ■ ■ ■ ■ ■ ■ ■ ■ ■ ■ ■ ■ ■ ■ ■ ■ ■ ■ ■ (90, 256, 172, 315)
classified-text-block: ■ ■ ■ ■ ■ ■ ■ ■ ■ ■ ■ ■ ■ ■ ■ ■ ■ ■ ■ ■ ■ ■ ■ ■ ■ ■ ■ ■ ■ ■ ■ ■ ■ ■ ■ ■ ■ ■ ■ ■ ■ ■ ■ ■ ■ ■ ■ ■ ■ ■ ■ ■ ■ ■ ■ ■ ■ ■ ■ ■ ■ ■ ■ ■ ■ ■ ■ ■ ■ ■ ■ ■ ■ ■ ■ ■ ■ ■ ■ ■ ■ ■ ■ ■ ■ ■ ■ ■ ■ ■ ■ ■ ■ ■ ■ ■ ■ ■ ■ ■ ■ ■ ■ ■ ■ ■ ■ ■ ■ ■ ■ ■ ■ ■ ■ ■ ■ ■ ■ ■ ■ ■ ■ ■ ■ ■ ■ ■ ■ ■ ■ ■ ■ ■ ■ ■ ■ ■ ■ ■ ■ ■ ■ ■ ■ ■ ■ ■ ■ ■ (90, 106, 172, 149)
divider (612, 202, 699, 203)
divider (264, 199, 346, 200)
column-7 (524, 0, 607, 887)
display-advertisement (438, 158, 520, 181)
divider (264, 279, 346, 280)
divider (2, 166, 84, 167)
advertisement-subtitle: CUBA STREET, WELLINGTON (536, 145, 596, 151)
classified-text-block: ■ ■ ■ ■ ■ ■ ■ ■ ■ ■ ■ ■ ■ ■ ■ ■ ■ ■ ■ ■ ■ ■ ■ ■ ■ ■ ■ ■ ■ ■ ■ ■ ■ ■ ■ ■ ■ ■ ■ ■ ■ ■ ■ ■ ■ ■ ■ ■ ■ ■ ■ ■ ■ ■ ■ ■ ■ ■ ■ ■ ■ ■ ■ ■ ■ ■ ■ ■ ■ ■ ■ ■ ■ ■ ■ ■ ■ ■ ■ ■ ■ ■ ■ ■ ■ ■ ■ ■ ■ ■ ■ ■ ■ ■ ■ ■ ■ ■ ■ ■ ■ ■ ■ ■ ■ ■ ■ ■ ■ ■ ■ ■ ■ ■ ■ ■ ■ ■ ■ ■ ■ ■ ■ ■ ■ ■ ■ ■ ■ ■ ■ ■ ■ ■ ■ ■ ■ ■ ■ ■ ■ ■ ■ ■ ■ ■ ■ ■ ■ ■ ■ ■ ■ ■ ■ ■ ■ ■ ■ ■ ■ ■ ■ ■ ■ ■ ■ ■ ■ ■ ■ ■ ■ ■ ■ ■ ■ ■ ■ ■ ■ ■ ■ ■ ■ ■ ■ ■ ■ ■ ■ ■ ■ ■ ■ ■ ■ ■ ■ ■ ■ ■ ■ ■ ■ ■ ■ ■ ■ ■ ■ ■ ■ ■ ■ ■ ■ ■ ■ ■ ■ ■ ■ ■ ■ ■ ■ ■ ■ ■ ■ ■ ■ ■ ■ ■ ■ ■ ■ ■ ■ ■ ■ ■ ■ ■ ■ ■ ■ ■ ■ ■ ■ ■ ■ ■ ■ ■ ■ ■ ■ ■ ■ ■ ■ ■ ■ ■ ■ ■ (612, 131, 699, 201)
section-heading: MISCELLANEOUS (19, 592, 67, 599)
classified-text-block: ■ ■ ■ ■ ■ ■ ■ ■ ■ ■ ■ ■ ■ ■ ■ ■ ■ ■ ■ ■ ■ ■ ■ ■ ■ ■ ■ ■ ■ ■ ■ ■ ■ ■ ■ ■ ■ ■ ■ ■ ■ ■ ■ ■ ■ ■ ■ ■ ■ ■ ■ ■ ■ ■ ■ ■ ■ ■ ■ ■ ■ ■ ■ ■ ■ ■ ■ ■ ■ ■ ■ ■ ■ ■ ■ ■ ■ ■ ■ ■ ■ ■ ■ ■ ■ ■ ■ ■ ■ ■ ■ ■ ■ ■ ■ ■ ■ ■ ■ ■ ■ ■ ■ ■ ■ ■ ■ ■ ■ ■ ■ ■ ■ ■ ■ ■ ■ ■ ■ ■ ■ ■ ■ ■ ■ ■ ■ ■ ■ ■ ■ ■ ■ ■ ■ ■ ■ ■ ■ ■ ■ ■ ■ ■ ■ ■ ■ ■ ■ ■ (264, 289, 346, 332)
section-heading: EMPIRE TAILORS SPECIAL TAILORED OFFER (181, 2, 255, 14)
divider (2, 428, 84, 429)
classified-text-block: ■ ■ ■ ■ ■ ■ ■ ■ ■ ■ ■ ■ ■ ■ ■ ■ ■ ■ ■ ■ ■ ■ ■ ■ ■ ■ ■ ■ ■ ■ ■ ■ ■ ■ ■ ■ ■ ■ ■ ■ ■ ■ ■ ■ ■ ■ ■ ■ ■ ■ ■ ■ ■ ■ ■ ■ ■ ■ ■ ■ ■ ■ ■ ■ ■ ■ ■ ■ ■ ■ ■ ■ ■ ■ ■ ■ ■ ■ ■ ■ ■ ■ ■ ■ ■ ■ ■ ■ ■ ■ ■ ■ ■ ■ ■ ■ ■ ■ ■ ■ ■ ■ ■ ■ ■ ■ ■ ■ ■ ■ ■ ■ ■ ■ ■ ■ ■ ■ ■ ■ ■ ■ ■ ■ ■ ■ ■ ■ ■ ■ ■ ■ ■ ■ ■ ■ ■ ■ ■ ■ ■ ■ ■ ■ ■ ■ ■ ■ ■ ■ ■ ■ ■ ■ ■ ■ ■ ■ ■ ■ ■ ■ ■ ■ ■ ■ ■ ■ ■ ■ ■ ■ ■ ■ ■ ■ ■ ■ ■ ■ ■ ■ ■ ■ ■ ■ ■ ■ ■ ■ ■ ■ ■ ■ ■ ■ ■ ■ ■ ■ ■ ■ ■ ■ ■ ■ ■ ■ ■ ■ ■ ■ ■ ■ ■ ■ ■ ■ ■ ■ ■ ■ ■ ■ ■ ■ ■ ■ ■ ■ ■ ■ ■ ■ ■ ■ ■ ■ ■ ■ ■ ■ ■ ■ ■ ■ ■ ■ ■ ■ ■ ■ ■ ■ ■ ■ ■ ■ ■ ■ ■ ■ ■ ■ ■ ■ ■ ■ ■ ■ ■ ■ ■ ■ ■ ■ ■ ■ ■ ■ ■ ■ ■ ■ ■ ■ ■ ■ ■ ■ ■ ■ ■ ■ ■ ■ ■ ■ ■ ■ ■ ■ ■ ■ ■ ■ ■ ■ ■ ■ ■ ■ ■ ■ ■ ■ ■ ■ ■ ■ ■ ■ ■ ■ ■ ■ ■ ■ ■ ■ ■ ■ ■ ■ ■ ■ ■ ■ ■ ■ ■ ■ ■ ■ ■ ■ ■ ■ ■ ■ ■ ■ ■ ■ ■ ■ ■ ■ ■ ■ ■ ■ ■ ■ ■ ■ ■ ■ ■ ■ ■ ■ ■ ■ ■ ■ ■ ■ ■ ■ ■ ■ ■ ■ ■ ■ ■ ■ ■ ■ (264, 509, 346, 610)
section-heading: BUSINESSES FOR SALE. (271, 282, 339, 289)
divider (2, 236, 84, 237)
divider (525, 240, 607, 241)
divider (612, 118, 699, 119)
column-4 (263, 0, 346, 887)
divider (612, 628, 699, 629)
section-heading: CORRUGATED IRON AT WHOLESALE PRICES (99, 2, 163, 14)
classified-text-block: ■ ■ ■ ■ ■ ■ ■ ■ ■ ■ ■ ■ ■ ■ ■ ■ ■ ■ ■ ■ ■ ■ ■ ■ ■ ■ ■ ■ ■ ■ ■ ■ ■ ■ ■ ■ ■ ■ ■ ■ ■ ■ ■ ■ ■ ■ ■ ■ ■ ■ ■ ■ ■ ■ ■ ■ ■ ■ ■ ■ ■ ■ ■ ■ ■ ■ ■ ■ ■ ■ ■ ■ ■ ■ ■ ■ ■ ■ ■ ■ ■ ■ ■ ■ ■ ■ ■ ■ ■ ■ ■ ■ ■ ■ ■ ■ ■ ■ ■ ■ ■ ■ ■ ■ ■ ■ ■ ■ ■ ■ ■ ■ ■ ■ ■ ■ ■ ■ ■ ■ ■ ■ ■ ■ ■ ■ ■ ■ ■ ■ ■ ■ ■ ■ ■ ■ ■ ■ ■ ■ ■ ■ ■ ■ ■ ■ ■ ■ ■ ■ (438, 15, 520, 58)
classified-text-block: ■ ■ ■ ■ ■ ■ ■ ■ ■ ■ ■ ■ ■ ■ ■ ■ ■ ■ ■ ■ ■ ■ ■ ■ ■ ■ ■ ■ ■ ■ ■ ■ ■ ■ ■ ■ ■ ■ ■ ■ ■ ■ ■ ■ ■ ■ ■ ■ ■ ■ ■ ■ ■ ■ ■ ■ ■ ■ ■ ■ ■ ■ ■ ■ ■ ■ ■ ■ ■ ■ ■ ■ ■ ■ ■ ■ ■ ■ ■ ■ ■ ■ ■ ■ ■ ■ ■ ■ ■ ■ ■ ■ ■ ■ ■ ■ ■ ■ ■ ■ ■ ■ ■ ■ ■ ■ ■ ■ ■ ■ ■ ■ ■ ■ ■ ■ ■ ■ ■ ■ ■ ■ ■ ■ ■ ■ ■ ■ ■ ■ ■ ■ ■ ■ ■ ■ ■ ■ ■ ■ ■ ■ ■ ■ ■ ■ ■ ■ ■ ■ ■ ■ ■ ■ ■ ■ ■ ■ ■ ■ ■ ■ ■ ■ ■ ■ ■ ■ ■ ■ ■ ■ ■ ■ ■ ■ ■ ■ ■ ■ ■ ■ ■ ■ ■ ■ ■ ■ ■ ■ ■ ■ ■ ■ ■ ■ ■ ■ ■ ■ ■ ■ ■ ■ ■ ■ ■ ■ ■ ■ ■ ■ ■ ■ ■ ■ ■ ■ ■ ■ ■ ■ ■ ■ ■ ■ ■ ■ ■ ■ ■ ■ ■ ■ ■ ■ ■ ■ ■ ■ ■ ■ ■ ■ ■ ■ ■ ■ ■ ■ ■ ■ ■ ■ ■ ■ ■ ■ ■ ■ ■ ■ ■ ■ ■ ■ ■ ■ ■ ■ ■ ■ ■ ■ ■ ■ ■ ■ ■ ■ ■ ■ ■ ■ ■ ■ ■ ■ ■ ■ ■ ■ ■ ■ ■ ■ ■ ■ ■ ■ ■ ■ ■ ■ ■ ■ ■ ■ ■ ■ ■ ■ ■ ■ ■ ■ ■ ■ ■ ■ ■ ■ ■ ■ ■ ■ ■ ■ ■ ■ ■ ■ ■ ■ ■ ■ ■ ■ ■ ■ ■ ■ ■ ■ ■ ■ ■ ■ ■ ■ ■ ■ ■ ■ ■ ■ ■ ■ ■ ■ ■ ■ ■ ■ ■ ■ ■ ■ ■ ■ ■ ■ ■ ■ ■ ■ ■ ■ ■ ■ ■ ■ ■ ■ ■ ■ ■ ■ ■ ■ (177, 15, 259, 116)
divider (264, 429, 346, 430)
classified-text-block: ■ ■ ■ ■ ■ ■ ■ ■ ■ ■ ■ ■ ■ ■ ■ ■ ■ ■ ■ ■ ■ ■ ■ ■ ■ ■ ■ ■ ■ ■ ■ ■ ■ ■ ■ ■ ■ ■ ■ ■ ■ ■ ■ ■ ■ ■ ■ ■ ■ ■ ■ ■ ■ ■ ■ ■ ■ ■ ■ ■ ■ ■ ■ ■ ■ ■ ■ ■ ■ ■ ■ ■ ■ ■ ■ ■ ■ ■ ■ ■ ■ ■ ■ ■ ■ ■ ■ ■ ■ ■ ■ ■ ■ ■ ■ ■ ■ ■ ■ ■ ■ ■ ■ ■ ■ ■ ■ ■ ■ ■ ■ ■ ■ ■ ■ ■ ■ ■ ■ ■ ■ ■ ■ ■ ■ ■ ■ ■ ■ ■ ■ ■ ■ ■ ■ ■ ■ ■ ■ ■ ■ ■ ■ ■ ■ ■ ■ ■ ■ ■ ■ ■ ■ ■ ■ ■ ■ ■ ■ ■ ■ ■ ■ ■ ■ ■ ■ ■ ■ ■ ■ ■ ■ ■ ■ ■ ■ ■ ■ ■ ■ ■ ■ ■ ■ ■ ■ ■ ■ ■ ■ ■ ■ ■ ■ ■ ■ ■ ■ ■ ■ ■ ■ ■ ■ ■ ■ ■ ■ ■ ■ ■ ■ ■ ■ ■ ■ ■ ■ ■ ■ ■ ■ ■ ■ ■ ■ ■ ■ ■ ■ ■ ■ ■ ■ ■ ■ ■ ■ ■ ■ ■ ■ ■ ■ ■ ■ ■ ■ ■ ■ ■ ■ ■ ■ ■ ■ ■ ■ ■ ■ ■ ■ ■ ■ ■ ■ ■ ■ ■ ■ ■ ■ ■ ■ ■ ■ ■ ■ ■ ■ ■ ■ ■ ■ ■ ■ ■ ■ ■ ■ ■ ■ ■ ■ ■ ■ ■ ■ ■ ■ ■ ■ ■ ■ ■ ■ ■ ■ ■ ■ ■ ■ ■ ■ ■ ■ ■ ■ ■ ■ ■ ■ ■ ■ ■ ■ ■ ■ ■ (525, 154, 607, 239)
classified-text-block: ■ ■ ■ ■ ■ ■ ■ ■ ■ ■ ■ ■ ■ ■ ■ ■ ■ ■ ■ ■ ■ ■ ■ ■ ■ ■ ■ ■ ■ ■ ■ ■ ■ ■ ■ ■ ■ ■ ■ ■ ■ ■ ■ ■ ■ ■ ■ ■ ■ ■ ■ ■ ■ ■ ■ ■ ■ ■ ■ ■ ■ ■ ■ ■ ■ ■ ■ ■ ■ ■ ■ ■ ■ ■ ■ ■ ■ ■ ■ ■ ■ ■ ■ ■ ■ ■ ■ ■ ■ ■ ■ ■ ■ ■ ■ ■ ■ ■ ■ ■ ■ ■ ■ ■ ■ ■ ■ ■ ■ ■ ■ ■ ■ ■ ■ ■ ■ ■ ■ ■ ■ ■ ■ ■ ■ ■ ■ ■ ■ ■ ■ ■ ■ ■ ■ ■ ■ ■ ■ ■ ■ ■ ■ ■ ■ ■ ■ ■ ■ ■ (612, 218, 699, 255)
classified-text-block: ■ ■ ■ ■ ■ ■ ■ ■ ■ ■ ■ ■ ■ ■ ■ ■ ■ ■ ■ ■ ■ ■ ■ ■ ■ ■ ■ ■ ■ ■ ■ ■ ■ ■ ■ ■ ■ ■ ■ ■ ■ ■ ■ ■ ■ ■ ■ ■ ■ ■ ■ ■ ■ ■ ■ ■ ■ ■ ■ ■ ■ ■ ■ ■ ■ ■ ■ ■ ■ ■ ■ ■ ■ ■ ■ ■ ■ ■ ■ ■ ■ ■ ■ ■ ■ ■ ■ ■ ■ ■ ■ ■ ■ ■ ■ ■ ■ ■ ■ ■ ■ ■ ■ ■ ■ ■ ■ ■ ■ ■ ■ ■ ■ ■ ■ ■ ■ ■ ■ ■ ■ ■ ■ ■ ■ ■ ■ ■ ■ ■ ■ ■ ■ ■ ■ ■ ■ ■ ■ ■ ■ ■ ■ ■ ■ ■ ■ ■ ■ ■ ■ ■ ■ ■ ■ ■ ■ ■ ■ ■ ■ ■ ■ ■ ■ ■ ■ ■ ■ ■ ■ ■ ■ ■ ■ ■ ■ ■ ■ ■ ■ ■ ■ ■ ■ ■ ■ ■ ■ ■ ■ ■ ■ ■ ■ ■ ■ ■ ■ ■ ■ ■ ■ ■ ■ ■ ■ ■ ■ ■ ■ ■ ■ ■ ■ ■ ■ ■ ■ ■ ■ ■ ■ ■ ■ ■ ■ ■ ■ ■ ■ ■ ■ ■ ■ ■ ■ ■ ■ ■ ■ ■ ■ ■ ■ ■ ■ ■ ■ ■ ■ ■ ■ ■ ■ ■ ■ ■ ■ ■ ■ ■ ■ ■ ■ ■ ■ ■ ■ ■ ■ ■ ■ ■ ■ ■ ■ ■ ■ ■ ■ ■ ■ ■ ■ ■ ■ ■ ■ ■ ■ ■ ■ ■ ■ ■ ■ ■ ■ ■ ■ ■ ■ ■ ■ ■ ■ ■ ■ ■ ■ ■ ■ ■ ■ ■ ■ ■ ■ ■ ■ ■ ■ ■ ■ ■ ■ ■ ■ ■ ■ ■ ■ ■ ■ ■ ■ ■ ■ ■ ■ ■ ■ ■ ■ ■ ■ ■ ■ ■ ■ ■ ■ ■ ■ ■ ■ ■ ■ ■ ■ ■ ■ ■ ■ ■ ■ ■ ■ ■ ■ ■ ■ ■ ■ ■ ■ ■ ■ ■ ■ ■ ■ ■ ■ ■ ■ ■ ■ ■ (612, 21, 699, 117)
classified-text-block: ■ ■ ■ ■ ■ ■ ■ ■ ■ ■ ■ ■ ■ ■ ■ ■ ■ ■ ■ ■ ■ ■ ■ ■ ■ ■ ■ ■ ■ ■ ■ ■ ■ ■ ■ ■ ■ ■ ■ ■ ■ ■ ■ ■ ■ ■ ■ ■ ■ ■ ■ ■ ■ ■ ■ ■ ■ ■ ■ ■ ■ ■ ■ ■ ■ ■ ■ ■ ■ ■ ■ ■ ■ ■ ■ ■ ■ ■ ■ ■ ■ ■ ■ ■ ■ ■ ■ ■ ■ ■ ■ ■ ■ ■ ■ ■ ■ ■ ■ ■ ■ ■ ■ ■ ■ ■ ■ ■ ■ ■ ■ ■ ■ ■ ■ ■ ■ ■ ■ ■ ■ ■ ■ ■ ■ ■ ■ ■ ■ ■ ■ ■ ■ ■ ■ ■ ■ ■ ■ ■ ■ ■ ■ ■ ■ ■ ■ ■ ■ ■ ■ ■ ■ ■ ■ ■ ■ ■ ■ ■ ■ ■ ■ ■ ■ ■ ■ ■ ■ ■ ■ ■ ■ ■ ■ ■ ■ ■ ■ ■ ■ ■ ■ ■ ■ ■ ■ ■ ■ ■ ■ ■ ■ ■ ■ ■ ■ ■ ■ ■ ■ ■ ■ ■ ■ ■ ■ ■ ■ ■ ■ ■ ■ ■ ■ ■ ■ ■ ■ ■ ■ ■ ■ ■ ■ ■ ■ ■ ■ ■ ■ ■ ■ ■ ■ ■ ■ ■ ■ ■ ■ ■ ■ ■ ■ ■ ■ ■ ■ ■ ■ ■ ■ ■ ■ ■ ■ ■ ■ ■ ■ ■ ■ ■ ■ ■ ■ ■ ■ ■ ■ ■ ■ ■ ■ ■ ■ ■ ■ ■ ■ ■ ■ ■ ■ ■ ■ ■ ■ ■ ■ ■ ■ ■ ■ ■ ■ ■ ■ ■ ■ ■ ■ ■ ■ ■ ■ ■ ■ ■ ■ ■ ■ ■ ■ ■ ■ ■ ■ ■ ■ ■ ■ ■ ■ ■ ■ ■ ■ ■ (2, 79, 84, 165)
divider (525, 557, 607, 558)
classified-text-block: ■ ■ ■ ■ ■ ■ ■ ■ ■ ■ ■ ■ ■ ■ ■ ■ ■ ■ ■ ■ ■ ■ ■ ■ ■ ■ ■ ■ ■ ■ ■ ■ ■ ■ ■ ■ ■ ■ ■ ■ ■ ■ ■ ■ ■ ■ ■ ■ ■ ■ ■ ■ ■ ■ ■ ■ ■ ■ ■ ■ ■ ■ ■ ■ ■ ■ ■ ■ ■ ■ ■ ■ ■ ■ ■ ■ ■ ■ ■ ■ ■ ■ ■ ■ ■ ■ ■ ■ ■ ■ ■ ■ ■ ■ ■ ■ ■ ■ ■ ■ ■ ■ ■ ■ ■ ■ ■ ■ ■ ■ ■ ■ ■ ■ ■ ■ ■ ■ ■ ■ ■ ■ ■ ■ ■ ■ ■ ■ ■ ■ ■ ■ ■ ■ ■ ■ ■ ■ ■ ■ ■ ■ ■ ■ ■ ■ ■ ■ ■ ■ ■ ■ ■ ■ ■ ■ ■ ■ ■ ■ ■ ■ ■ ■ ■ ■ ■ ■ ■ ■ ■ ■ ■ ■ ■ ■ ■ ■ ■ ■ ■ ■ ■ ■ ■ ■ ■ ■ ■ ■ ■ ■ ■ ■ ■ ■ ■ ■ ■ ■ ■ ■ ■ ■ ■ ■ ■ ■ ■ ■ ■ ■ ■ ■ ■ ■ ■ ■ ■ ■ ■ ■ ■ ■ ■ ■ ■ ■ ■ ■ ■ ■ ■ ■ ■ ■ ■ ■ ■ ■ ■ ■ ■ ■ ■ ■ ■ ■ ■ ■ ■ ■ ■ ■ ■ ■ ■ ■ ■ ■ ■ ■ ■ ■ ■ ■ ■ ■ ■ ■ ■ ■ ■ ■ ■ ■ ■ ■ ■ ■ ■ ■ ■ ■ ■ ■ ■ ■ ■ ■ ■ ■ ■ ■ ■ ■ ■ ■ ■ ■ ■ ■ ■ ■ ■ ■ ■ ■ ■ ■ ■ ■ ■ ■ ■ ■ ■ ■ ■ ■ ■ ■ ■ ■ ■ ■ ■ ■ ■ ■ (177, 265, 259, 350)
divider (2, 493, 84, 494)
advertisement-subtitle: FOR VICTORIA STREET (281, 87, 329, 93)
classified-text-block: ■ ■ ■ ■ ■ ■ ■ ■ ■ ■ ■ ■ ■ ■ ■ ■ ■ ■ ■ ■ ■ ■ ■ ■ ■ ■ ■ ■ ■ ■ ■ ■ ■ ■ ■ ■ ■ ■ ■ ■ ■ ■ ■ ■ ■ ■ ■ ■ ■ ■ ■ ■ ■ ■ ■ ■ ■ ■ ■ ■ ■ ■ ■ ■ ■ ■ ■ ■ ■ ■ ■ ■ ■ ■ ■ ■ ■ ■ ■ ■ ■ ■ ■ ■ ■ ■ ■ ■ ■ ■ ■ ■ ■ ■ ■ ■ ■ ■ ■ ■ ■ ■ ■ ■ ■ ■ ■ ■ ■ ■ ■ ■ ■ ■ ■ ■ ■ ■ ■ ■ ■ ■ ■ ■ ■ ■ ■ ■ ■ ■ ■ ■ ■ ■ ■ ■ ■ ■ ■ ■ ■ ■ ■ ■ ■ ■ ■ ■ ■ ■ ■ ■ ■ ■ ■ ■ ■ ■ ■ ■ ■ ■ ■ ■ ■ ■ ■ ■ ■ ■ ■ ■ ■ ■ ■ ■ ■ ■ ■ ■ ■ ■ ■ ■ ■ ■ ■ ■ ■ ■ ■ ■ ■ ■ ■ ■ ■ ■ ■ ■ ■ ■ ■ ■ ■ ■ ■ ■ ■ ■ ■ ■ ■ ■ ■ ■ ■ ■ ■ ■ ■ ■ ■ ■ ■ ■ ■ ■ ■ ■ ■ ■ ■ ■ ■ ■ ■ ■ ■ ■ ■ ■ ■ ■ ■ ■ ■ ■ ■ ■ ■ ■ ■ ■ ■ ■ ■ ■ ■ ■ ■ ■ ■ ■ ■ ■ ■ ■ ■ ■ (264, 208, 346, 278)
advertisement-title: R. & E. TINGEY & CO., LTD. (616, 261, 695, 268)
classified-text-block: ■ ■ ■ ■ ■ ■ ■ ■ ■ ■ ■ ■ ■ ■ ■ ■ ■ ■ ■ ■ ■ ■ ■ ■ ■ ■ ■ ■ ■ ■ ■ ■ ■ ■ ■ ■ ■ ■ ■ ■ ■ ■ ■ ■ ■ ■ ■ ■ ■ ■ ■ ■ ■ ■ ■ ■ ■ ■ ■ ■ ■ ■ ■ ■ ■ ■ ■ ■ ■ ■ ■ ■ ■ ■ ■ ■ ■ ■ ■ ■ ■ ■ ■ ■ ■ ■ ■ ■ ■ ■ ■ ■ ■ ■ ■ ■ ■ ■ ■ ■ ■ ■ ■ ■ ■ ■ ■ ■ ■ ■ ■ ■ ■ ■ ■ ■ ■ ■ ■ ■ ■ ■ ■ ■ ■ ■ ■ ■ ■ ■ ■ ■ ■ ■ ■ ■ ■ ■ ■ ■ ■ ■ ■ ■ ■ ■ ■ ■ ■ ■ ■ ■ ■ ■ ■ ■ ■ ■ ■ ■ ■ ■ ■ ■ ■ ■ ■ ■ ■ ■ ■ ■ ■ ■ ■ ■ ■ ■ ■ ■ ■ ■ ■ ■ ■ ■ ■ ■ ■ ■ ■ ■ ■ ■ ■ ■ ■ ■ ■ ■ ■ ■ ■ ■ ■ ■ ■ ■ ■ ■ (264, 439, 346, 498)
divider (90, 85, 172, 86)
divider (351, 95, 433, 96)
section-heading: WANTED TO SELL. (453, 245, 505, 252)
divider (2, 590, 84, 591)
classified-text-block: ■ ■ ■ ■ ■ ■ ■ ■ ■ ■ ■ ■ ■ ■ ■ ■ ■ ■ ■ ■ ■ ■ ■ ■ ■ ■ ■ ■ ■ ■ ■ ■ ■ ■ ■ ■ ■ ■ ■ ■ ■ ■ ■ ■ ■ ■ ■ ■ ■ ■ ■ ■ ■ ■ ■ ■ ■ ■ ■ ■ ■ ■ ■ ■ ■ ■ ■ ■ ■ ■ ■ ■ ■ ■ ■ ■ ■ ■ ■ ■ ■ ■ ■ ■ ■ ■ ■ ■ ■ ■ ■ ■ ■ ■ ■ ■ ■ ■ ■ ■ ■ ■ ■ ■ ■ ■ ■ ■ ■ ■ ■ ■ ■ ■ ■ ■ ■ ■ ■ ■ ■ ■ ■ ■ ■ ■ ■ ■ ■ ■ ■ ■ ■ ■ ■ ■ ■ ■ ■ ■ ■ ■ ■ ■ ■ ■ ■ ■ ■ ■ ■ ■ ■ ■ ■ ■ ■ ■ ■ ■ ■ ■ ■ ■ ■ ■ ■ ■ ■ ■ ■ ■ ■ ■ ■ ■ ■ ■ ■ ■ ■ ■ ■ ■ ■ ■ ■ ■ ■ ■ ■ ■ ■ ■ ■ ■ ■ ■ ■ ■ ■ ■ ■ ■ ■ ■ ■ ■ ■ ■ ■ ■ ■ ■ ■ ■ ■ ■ ■ ■ ■ ■ ■ ■ ■ ■ ■ ■ ■ ■ ■ ■ ■ ■ ■ ■ ■ ■ ■ ■ ■ ■ ■ ■ ■ ■ ■ ■ ■ ■ ■ ■ ■ ■ ■ ■ ■ ■ ■ ■ ■ ■ ■ ■ ■ ■ ■ ■ ■ ■ ■ ■ ■ ■ ■ ■ ■ ■ ■ ■ ■ ■ ■ ■ ■ ■ ■ ■ ■ ■ ■ ■ ■ ■ ■ ■ ■ ■ ■ ■ ■ ■ ■ ■ ■ ■ ■ ■ ■ ■ ■ ■ ■ ■ ■ ■ ■ ■ ■ ■ ■ ■ ■ ■ ■ ■ ■ ■ ■ ■ (351, 9, 433, 94)
classified-text-block: ■ ■ ■ ■ ■ ■ ■ ■ ■ ■ ■ ■ ■ ■ ■ ■ ■ ■ ■ ■ ■ ■ ■ ■ ■ ■ ■ ■ ■ ■ ■ ■ ■ ■ ■ ■ ■ ■ ■ ■ ■ ■ ■ ■ ■ ■ ■ ■ ■ ■ ■ ■ ■ ■ ■ ■ ■ ■ ■ ■ ■ ■ ■ ■ ■ ■ ■ ■ ■ ■ ■ ■ ■ ■ ■ ■ ■ ■ ■ ■ ■ ■ ■ ■ ■ ■ ■ ■ ■ ■ ■ ■ ■ ■ ■ ■ ■ ■ ■ ■ ■ ■ ■ ■ ■ ■ ■ ■ ■ ■ ■ ■ ■ ■ ■ ■ ■ ■ ■ ■ ■ ■ ■ ■ ■ ■ ■ ■ ■ ■ ■ ■ ■ ■ ■ ■ ■ ■ ■ ■ ■ ■ ■ ■ ■ ■ ■ ■ ■ ■ ■ ■ ■ ■ ■ ■ ■ ■ ■ ■ ■ ■ ■ ■ ■ ■ ■ ■ ■ ■ ■ ■ ■ ■ ■ ■ ■ ■ ■ ■ ■ ■ ■ ■ ■ ■ ■ ■ ■ ■ ■ ■ ■ ■ ■ ■ ■ ■ ■ ■ ■ ■ ■ ■ ■ ■ ■ ■ ■ ■ (2, 176, 84, 235)
section-heading: SPECIAL PURCHASE (537, 2, 595, 8)
section-heading: FLATS AND ROOMS TO LET. (180, 204, 256, 211)
classified-text-block: ■ ■ ■ ■ ■ ■ ■ ■ ■ ■ ■ ■ ■ ■ ■ ■ ■ ■ ■ ■ ■ ■ ■ ■ ■ ■ ■ ■ ■ ■ ■ ■ ■ ■ ■ ■ ■ ■ ■ ■ ■ ■ ■ ■ ■ ■ ■ ■ ■ ■ ■ ■ ■ ■ ■ ■ ■ ■ ■ ■ ■ ■ ■ ■ ■ ■ ■ ■ ■ ■ ■ ■ ■ ■ ■ ■ ■ ■ ■ ■ ■ ■ ■ ■ ■ ■ ■ ■ ■ ■ ■ ■ ■ ■ ■ ■ ■ ■ ■ ■ ■ ■ ■ ■ ■ ■ ■ ■ ■ ■ ■ ■ ■ ■ ■ ■ ■ ■ ■ ■ ■ ■ ■ ■ ■ ■ ■ ■ ■ ■ ■ ■ ■ ■ ■ ■ ■ ■ ■ ■ ■ ■ ■ ■ ■ ■ ■ ■ ■ ■ ■ ■ ■ ■ ■ ■ ■ ■ ■ ■ ■ ■ ■ ■ ■ ■ ■ ■ ■ ■ ■ ■ ■ ■ ■ ■ ■ ■ ■ ■ ■ ■ ■ ■ ■ ■ ■ ■ ■ ■ ■ ■ ■ ■ ■ ■ ■ ■ ■ ■ ■ ■ ■ ■ ■ ■ ■ ■ ■ ■ ■ ■ ■ ■ ■ ■ ■ ■ ■ ■ ■ ■ ■ ■ ■ ■ ■ ■ ■ ■ ■ ■ ■ ■ ■ ■ ■ ■ ■ ■ ■ ■ ■ ■ ■ ■ ■ ■ ■ ■ ■ ■ ■ ■ ■ ■ ■ ■ ■ ■ ■ ■ ■ ■ ■ ■ ■ ■ ■ ■ (2, 358, 84, 427)
classified-text-block: ■ ■ ■ ■ ■ ■ ■ ■ ■ ■ ■ ■ ■ ■ ■ ■ ■ ■ ■ ■ ■ ■ ■ ■ ■ ■ ■ ■ ■ ■ ■ ■ ■ ■ ■ ■ ■ ■ ■ ■ ■ ■ ■ ■ ■ ■ ■ ■ ■ ■ ■ ■ ■ ■ ■ ■ ■ ■ ■ ■ ■ ■ ■ ■ ■ ■ ■ ■ ■ ■ ■ ■ ■ ■ ■ ■ ■ ■ ■ ■ ■ ■ ■ ■ ■ ■ ■ ■ ■ ■ ■ ■ ■ ■ ■ ■ ■ ■ ■ ■ ■ ■ ■ ■ ■ ■ ■ ■ ■ ■ ■ ■ ■ ■ ■ ■ ■ ■ ■ ■ ■ ■ ■ ■ ■ ■ ■ ■ ■ ■ ■ ■ ■ ■ ■ ■ ■ ■ ■ ■ ■ ■ ■ ■ ■ ■ ■ ■ ■ ■ ■ ■ ■ ■ ■ ■ ■ ■ ■ ■ ■ ■ ■ ■ ■ ■ ■ ■ ■ ■ ■ ■ ■ ■ ■ ■ ■ ■ ■ ■ ■ ■ ■ ■ ■ ■ ■ ■ ■ ■ ■ ■ ■ ■ ■ ■ ■ ■ ■ ■ ■ ■ ■ ■ ■ ■ ■ ■ ■ ■ ■ ■ ■ ■ ■ ■ ■ ■ ■ ■ ■ ■ ■ ■ ■ ■ ■ ■ ■ ■ ■ ■ ■ ■ ■ ■ ■ ■ ■ ■ ■ ■ ■ ■ ■ ■ ■ ■ ■ ■ ■ ■ ■ ■ ■ ■ ■ ■ ■ ■ ■ ■ ■ ■ ■ ■ ■ ■ ■ ■ (438, 365, 520, 434)
divider (525, 310, 607, 311)
section-heading: WANTED TO SELL. (540, 243, 592, 250)
divider (438, 243, 520, 244)
classified-text-block: ■ ■ ■ ■ ■ ■ ■ ■ ■ ■ ■ ■ ■ ■ ■ ■ ■ ■ ■ ■ ■ ■ ■ ■ ■ ■ ■ ■ ■ ■ ■ ■ ■ ■ ■ ■ ■ ■ ■ ■ ■ ■ ■ ■ ■ ■ ■ ■ ■ ■ ■ ■ ■ ■ ■ ■ ■ ■ ■ ■ ■ ■ ■ ■ ■ ■ ■ ■ ■ ■ ■ ■ ■ ■ ■ ■ ■ ■ ■ ■ ■ ■ ■ ■ ■ ■ ■ ■ ■ ■ ■ ■ ■ ■ ■ ■ ■ ■ ■ ■ ■ ■ ■ ■ ■ ■ ■ ■ ■ ■ ■ ■ ■ ■ ■ ■ ■ ■ ■ ■ ■ ■ ■ ■ ■ ■ ■ ■ ■ ■ ■ ■ ■ ■ ■ ■ ■ ■ ■ ■ ■ ■ ■ ■ ■ ■ ■ ■ ■ ■ ■ ■ ■ ■ ■ ■ ■ ■ ■ ■ ■ ■ ■ ■ ■ ■ ■ ■ ■ ■ ■ ■ ■ ■ ■ ■ ■ ■ ■ ■ ■ ■ ■ ■ ■ ■ ■ ■ ■ ■ ■ ■ ■ ■ ■ ■ ■ ■ ■ ■ ■ ■ ■ ■ ■ ■ ■ ■ ■ ■ ■ ■ ■ ■ ■ ■ ■ ■ ■ ■ ■ ■ ■ ■ ■ ■ ■ ■ ■ ■ ■ ■ ■ ■ ■ ■ ■ ■ ■ ■ ■ ■ ■ ■ ■ ■ ■ ■ ■ ■ ■ ■ ■ ■ ■ ■ ■ ■ ■ ■ ■ ■ ■ ■ ■ ■ ■ ■ ■ ■ (612, 557, 699, 626)
classified-text-block: ■ ■ ■ ■ ■ ■ ■ ■ ■ ■ ■ ■ ■ ■ ■ ■ ■ ■ ■ ■ ■ ■ ■ ■ ■ ■ ■ ■ ■ ■ ■ ■ ■ ■ ■ ■ ■ ■ ■ ■ ■ ■ ■ ■ ■ ■ ■ ■ ■ ■ ■ ■ ■ ■ ■ ■ ■ ■ ■ ■ ■ ■ ■ ■ ■ ■ ■ ■ ■ ■ ■ ■ ■ ■ ■ ■ ■ ■ ■ ■ ■ ■ ■ ■ ■ ■ ■ ■ ■ ■ ■ ■ ■ ■ ■ ■ ■ ■ ■ ■ ■ ■ ■ ■ ■ ■ ■ ■ ■ ■ ■ ■ ■ ■ ■ ■ ■ ■ ■ ■ ■ ■ ■ ■ ■ ■ ■ ■ ■ ■ ■ ■ ■ ■ ■ ■ ■ ■ ■ ■ ■ ■ ■ ■ ■ ■ ■ ■ ■ ■ ■ ■ ■ ■ ■ ■ ■ ■ ■ ■ ■ ■ ■ ■ ■ ■ ■ ■ ■ ■ ■ ■ ■ ■ ■ ■ ■ ■ ■ ■ ■ ■ ■ ■ ■ ■ ■ ■ ■ ■ ■ ■ ■ ■ ■ ■ ■ ■ ■ ■ ■ ■ ■ ■ ■ ■ ■ ■ ■ ■ (2, 599, 84, 658)
